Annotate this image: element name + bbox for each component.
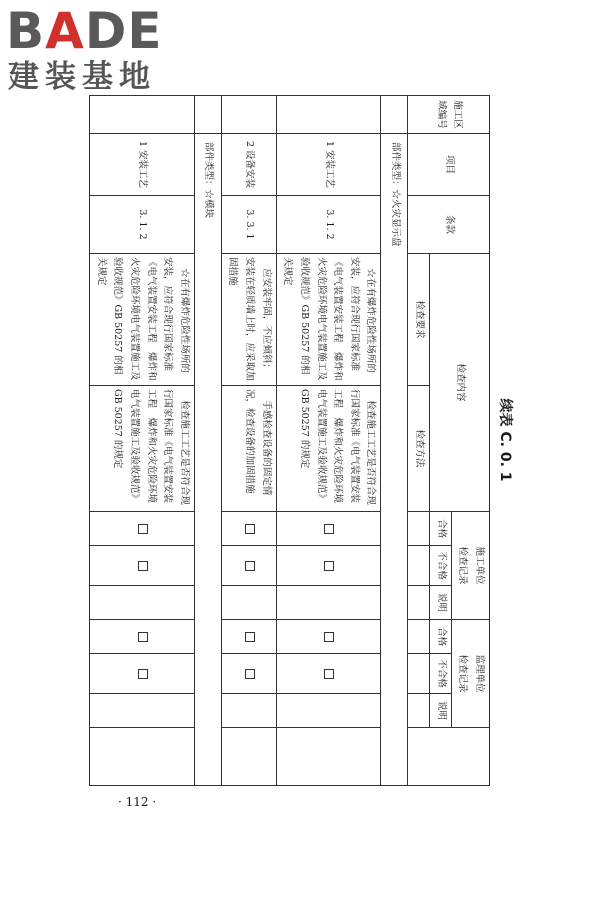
extra-cell: [276, 728, 381, 786]
table-row: [276, 96, 381, 786]
extra-cell: [90, 728, 195, 786]
header-c-note: 说明: [430, 586, 452, 620]
c-note-cell: [90, 586, 195, 620]
method-cell: 检查施工工艺是否符合现行国家标准《电气装置安装工程 爆炸和火灾危险环境电气装置施工及验收规范》GB 50257 的规定: [90, 386, 195, 512]
extra-cell: [221, 728, 276, 786]
s-unqualified-cell: [221, 654, 276, 694]
item-cell: 1 安装工艺: [276, 134, 381, 196]
header-c-blank-2: [408, 546, 430, 586]
clause-cell: 3. 1. 2: [90, 196, 195, 254]
c-qualified-checkbox[interactable]: [324, 524, 334, 534]
table-row: [221, 96, 276, 786]
area-cell: [276, 96, 381, 134]
header-item: 项目: [408, 134, 490, 196]
s-qualified-cell: [221, 620, 276, 654]
group-area-cell: [381, 96, 408, 134]
header-s-blank-2: [408, 654, 430, 694]
s-unqualified-checkbox[interactable]: [245, 669, 255, 679]
header-s-note: 说明: [430, 694, 452, 728]
rotated-table-page: [95, 95, 520, 785]
header-c-blank-1: [408, 512, 430, 546]
s-qualified-cell: [90, 620, 195, 654]
s-qualified-checkbox[interactable]: [245, 632, 255, 642]
requirement-cell: 应安装牢固，不应倾斜；安装在轻质墙上时，应采取加固措施: [221, 254, 276, 386]
header-check-content: 检查内容: [430, 254, 490, 512]
requirement-cell: ☆在有爆炸危险性场所的安装，应符合现行国家标准《电气装置安装工程 爆炸和火灾危险环境电气装置施工及验收规范》GB 50257 的相关规定: [276, 254, 381, 386]
clause-cell: 3. 3. 1: [221, 196, 276, 254]
header-s-unqualified: 不合格: [430, 654, 452, 694]
inspection-table: [89, 95, 490, 786]
c-qualified-checkbox[interactable]: [245, 524, 255, 534]
s-unqualified-cell: [90, 654, 195, 694]
c-qualified-cell: [90, 512, 195, 546]
header-c-blank-3: [408, 586, 430, 620]
method-cell: 检查施工工艺是否符合现行国家标准《电气装置安装工程 爆炸和火灾危险环境电气装置施工及验收规范》GB 50257 的规定: [276, 386, 381, 512]
page-number: · 112 ·: [118, 795, 157, 809]
header-construction-unit: 施工单位 检查记录: [451, 512, 489, 620]
table-row: [90, 96, 195, 786]
header-c-unqualified: 不合格: [430, 546, 452, 586]
header-s-blank-3: [408, 694, 430, 728]
group-label: 部件类型：☆模块: [194, 134, 221, 786]
item-cell: 1 安装工艺: [90, 134, 195, 196]
header-requirement: 检查要求: [408, 254, 430, 386]
header-clause: 条款: [408, 196, 490, 254]
clause-cell: 3. 1. 2: [276, 196, 381, 254]
group-row: [194, 96, 221, 786]
header-row-1: [451, 96, 489, 786]
s-qualified-checkbox[interactable]: [324, 632, 334, 642]
s-note-cell: [90, 694, 195, 728]
area-cell: [221, 96, 276, 134]
c-note-cell: [276, 586, 381, 620]
logo-chinese: 建装基地: [8, 59, 156, 95]
item-cell: 2 设备安装: [221, 134, 276, 196]
header-s-qualified: 合格: [430, 620, 452, 654]
s-note-cell: [276, 694, 381, 728]
s-unqualified-checkbox[interactable]: [138, 669, 148, 679]
group-label: 部件类型：☆火灾显示盘: [381, 134, 408, 786]
s-qualified-cell: [276, 620, 381, 654]
s-note-cell: [221, 694, 276, 728]
c-unqualified-cell: [90, 546, 195, 586]
c-qualified-checkbox[interactable]: [138, 524, 148, 534]
c-qualified-cell: [221, 512, 276, 546]
c-unqualified-cell: [276, 546, 381, 586]
s-unqualified-checkbox[interactable]: [324, 669, 334, 679]
header-blank: [408, 728, 490, 786]
header-s-blank-1: [408, 620, 430, 654]
header-method: 检查方法: [408, 386, 430, 512]
method-cell: 手感检查设备的固定情况，检查设备的加固措施: [221, 386, 276, 512]
s-unqualified-cell: [276, 654, 381, 694]
bade-logo: [6, 4, 181, 96]
group-area-cell: [194, 96, 221, 134]
s-qualified-checkbox[interactable]: [138, 632, 148, 642]
requirement-cell: ☆在有爆炸危险性场所的安装，应符合现行国家标准《电气装置安装工程 爆炸和火灾危险环境电气装置施工及验收规范》GB 50257 的相关规定: [90, 254, 195, 386]
area-cell: [90, 96, 195, 134]
table-caption: 续表 C. 0. 1: [497, 398, 513, 482]
c-unqualified-checkbox[interactable]: [245, 561, 255, 571]
c-note-cell: [221, 586, 276, 620]
logo-wordmark: BADE: [6, 2, 163, 60]
header-c-qualified: 合格: [430, 512, 452, 546]
header-supervision-unit: 监理单位 检查记录: [451, 620, 489, 728]
group-row: [381, 96, 408, 786]
header-area-no: 施工区域编号: [408, 96, 490, 134]
c-unqualified-cell: [221, 546, 276, 586]
c-unqualified-checkbox[interactable]: [138, 561, 148, 571]
c-unqualified-checkbox[interactable]: [324, 561, 334, 571]
c-qualified-cell: [276, 512, 381, 546]
